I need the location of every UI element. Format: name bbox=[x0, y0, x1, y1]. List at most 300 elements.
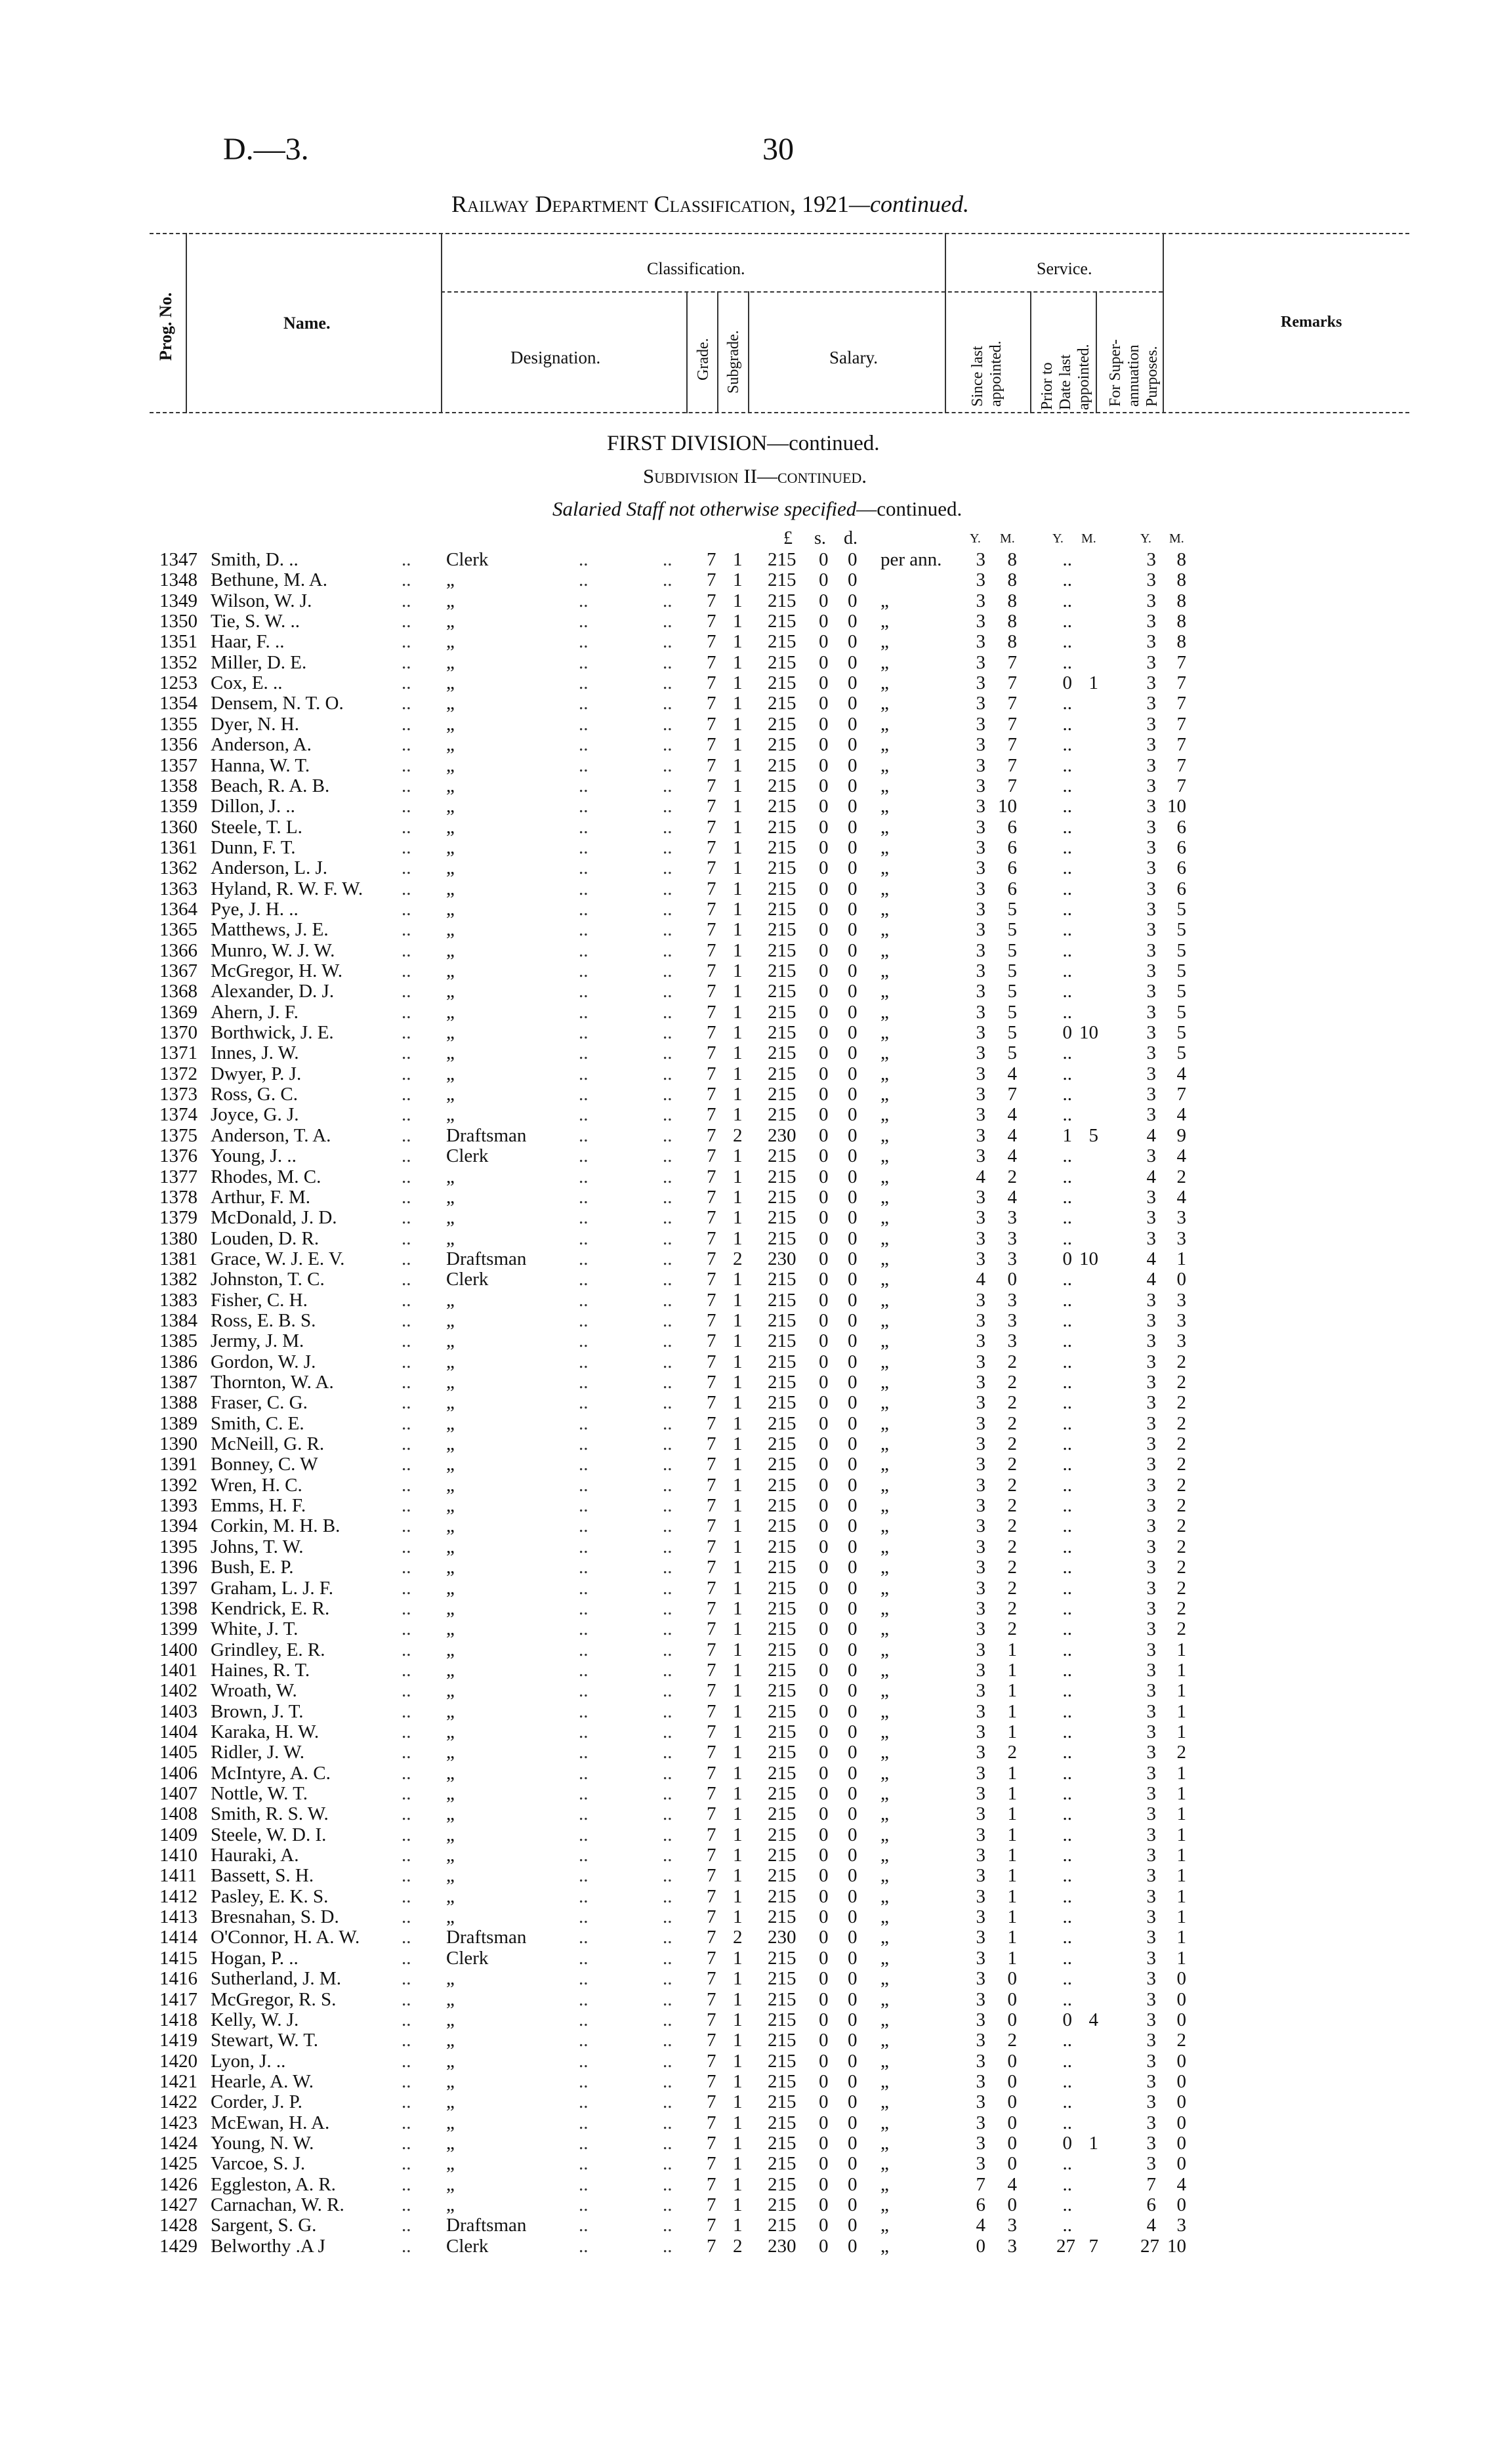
salary-shillings: 0 bbox=[819, 1700, 829, 1722]
super-years: 3 bbox=[1146, 1001, 1156, 1023]
salary-shillings: 0 bbox=[819, 1145, 829, 1167]
salary-period: „ bbox=[880, 1577, 889, 1599]
subgrade: 1 bbox=[733, 590, 743, 611]
leader-dots: .. bbox=[579, 1865, 589, 1887]
staff-name: O'Connor, H. A. W. bbox=[211, 1927, 360, 1948]
since-months: 0 bbox=[1007, 2050, 1017, 2072]
since-years: 3 bbox=[976, 898, 985, 920]
prog-no: 1379 bbox=[159, 1207, 197, 1229]
super-years: 3 bbox=[1146, 1885, 1156, 1907]
leader-dots: .. bbox=[402, 2091, 411, 2113]
since-years: 3 bbox=[976, 1022, 985, 1044]
salary-period: „ bbox=[880, 1042, 889, 1064]
super-years: 3 bbox=[1146, 1454, 1156, 1475]
salary-shillings: 0 bbox=[819, 1392, 829, 1414]
leader-dots: .. bbox=[579, 1742, 589, 1763]
salary-pence: 0 bbox=[848, 1289, 858, 1311]
subgrade: 1 bbox=[733, 734, 743, 756]
leader-dots: .. bbox=[579, 2235, 589, 2257]
prior-years: .. bbox=[1062, 569, 1072, 591]
super-months: 5 bbox=[1176, 1001, 1186, 1023]
salary-pounds: 215 bbox=[768, 1700, 797, 1722]
super-months: 1 bbox=[1176, 1248, 1186, 1269]
leader-dots: .. bbox=[402, 1618, 411, 1640]
leader-dots: .. bbox=[663, 1968, 673, 1990]
salary-period: „ bbox=[880, 1597, 889, 1619]
leader-dots: .. bbox=[402, 816, 411, 838]
subgrade: 1 bbox=[733, 1680, 743, 1702]
table-row bbox=[0, 735, 1511, 755]
salary-pounds: 230 bbox=[768, 1124, 797, 1146]
salary-pounds: 230 bbox=[768, 2235, 797, 2257]
salary-shillings: 0 bbox=[819, 1906, 829, 1928]
grade: 7 bbox=[707, 1084, 716, 1105]
leader-dots: .. bbox=[579, 816, 589, 838]
salary-shillings: 0 bbox=[819, 1947, 829, 1969]
subgrade: 1 bbox=[733, 836, 743, 858]
since-years: 3 bbox=[976, 836, 985, 858]
super-months: 3 bbox=[1176, 1289, 1186, 1311]
grade: 7 bbox=[707, 1947, 716, 1969]
leader-dots: .. bbox=[402, 1742, 411, 1763]
grade: 7 bbox=[707, 836, 716, 858]
designation: „ bbox=[446, 2153, 455, 2175]
staff-name: Anderson, L. J. bbox=[211, 857, 328, 879]
designation: „ bbox=[446, 1557, 455, 1578]
designation: „ bbox=[446, 693, 455, 714]
since-years: 3 bbox=[976, 1700, 985, 1722]
leader-dots: .. bbox=[579, 1906, 589, 1928]
table-row bbox=[0, 1064, 1511, 1084]
designation: „ bbox=[446, 590, 455, 611]
salary-shillings: 0 bbox=[819, 1084, 829, 1105]
since-years: 3 bbox=[976, 1084, 985, 1105]
table-row bbox=[0, 1990, 1511, 2010]
since-years: 3 bbox=[976, 1207, 985, 1229]
super-months: 4 bbox=[1176, 1104, 1186, 1126]
designation: „ bbox=[446, 631, 455, 653]
leader-dots: .. bbox=[402, 1392, 411, 1414]
salary-shillings: 0 bbox=[819, 2132, 829, 2154]
grade: 7 bbox=[707, 1309, 716, 1331]
salary-pounds: 215 bbox=[768, 2030, 797, 2051]
staff-name: McDonald, J. D. bbox=[211, 1207, 337, 1229]
salary-period: „ bbox=[880, 939, 889, 961]
salary-pence: 0 bbox=[848, 1248, 858, 1269]
designation: „ bbox=[446, 1351, 455, 1372]
staff-name: Rhodes, M. C. bbox=[211, 1166, 321, 1187]
super-months: 4 bbox=[1176, 1145, 1186, 1167]
table-row bbox=[0, 1599, 1511, 1619]
since-months: 1 bbox=[1007, 1865, 1017, 1887]
leader-dots: .. bbox=[402, 1372, 411, 1393]
since-months: 2 bbox=[1007, 1577, 1017, 1599]
grade: 7 bbox=[707, 919, 716, 941]
super-months: 6 bbox=[1176, 816, 1186, 838]
prog-no: 1417 bbox=[159, 1988, 197, 2010]
prog-no: 1362 bbox=[159, 857, 197, 879]
leader-dots: .. bbox=[663, 713, 673, 735]
prior-months: 5 bbox=[1088, 1124, 1098, 1146]
salary-period: „ bbox=[880, 1536, 889, 1557]
salary-period: „ bbox=[880, 2112, 889, 2133]
col-divider bbox=[686, 291, 688, 413]
grade: 7 bbox=[707, 1269, 716, 1290]
salary-pence: 0 bbox=[848, 836, 858, 858]
prog-no: 1393 bbox=[159, 1495, 197, 1517]
designation: „ bbox=[446, 1474, 455, 1496]
salary-shillings: 0 bbox=[819, 2050, 829, 2072]
salary-period: „ bbox=[880, 1351, 889, 1372]
subgrade: 1 bbox=[733, 919, 743, 941]
prog-no: 1380 bbox=[159, 1227, 197, 1249]
leader-dots: .. bbox=[579, 1207, 589, 1229]
since-years: 3 bbox=[976, 960, 985, 981]
salary-pence: 0 bbox=[848, 2194, 858, 2215]
prior-years: .. bbox=[1062, 775, 1072, 796]
super-years: 3 bbox=[1146, 1803, 1156, 1825]
table-row bbox=[0, 2154, 1511, 2174]
super-months: 3 bbox=[1176, 1330, 1186, 1352]
since-months: 1 bbox=[1007, 1700, 1017, 1722]
grade: 7 bbox=[707, 1515, 716, 1537]
since-months: 0 bbox=[1007, 2070, 1017, 2092]
since-years: 3 bbox=[976, 1474, 985, 1496]
super-years: 3 bbox=[1146, 1433, 1156, 1455]
leader-dots: .. bbox=[663, 2153, 673, 2175]
leader-dots: .. bbox=[579, 1412, 589, 1434]
since-months: 2 bbox=[1007, 1166, 1017, 1187]
super-years: 3 bbox=[1146, 1515, 1156, 1537]
salary-pence: 0 bbox=[848, 693, 858, 714]
staff-name: Kendrick, E. R. bbox=[211, 1597, 330, 1619]
salary-shillings: 0 bbox=[819, 2070, 829, 2092]
prog-no: 1368 bbox=[159, 981, 197, 1002]
grade: 7 bbox=[707, 1392, 716, 1414]
salary-pounds: 215 bbox=[768, 1659, 797, 1681]
since-months: 6 bbox=[1007, 857, 1017, 879]
salary-pounds: 215 bbox=[768, 611, 797, 632]
salary-shillings: 0 bbox=[819, 1022, 829, 1044]
staff-name: Lyon, J. .. bbox=[211, 2050, 286, 2072]
subgrade: 1 bbox=[733, 1042, 743, 1064]
prog-no: 1410 bbox=[159, 1845, 197, 1866]
subgrade: 1 bbox=[733, 1700, 743, 1722]
leader-dots: .. bbox=[402, 2009, 411, 2030]
super-years: 3 bbox=[1146, 651, 1156, 673]
since-years: 3 bbox=[976, 2112, 985, 2133]
super-years: 4 bbox=[1146, 1124, 1156, 1146]
subgrade: 1 bbox=[733, 1166, 743, 1187]
prior-years: 0 bbox=[1062, 672, 1072, 694]
prior-years: .. bbox=[1062, 1845, 1072, 1866]
staff-name: Bush, E. P. bbox=[211, 1557, 294, 1578]
grade: 7 bbox=[707, 611, 716, 632]
salary-pence: 0 bbox=[848, 1721, 858, 1742]
grade: 7 bbox=[707, 1906, 716, 1928]
prog-no: 1416 bbox=[159, 1968, 197, 1990]
subgrade: 1 bbox=[733, 1372, 743, 1393]
since-years: 3 bbox=[976, 1372, 985, 1393]
designation: „ bbox=[446, 2194, 455, 2215]
super-months: 2 bbox=[1176, 1495, 1186, 1517]
prog-no: 1367 bbox=[159, 960, 197, 981]
salary-pence: 0 bbox=[848, 1372, 858, 1393]
leader-dots: .. bbox=[663, 1309, 673, 1331]
salary-shillings: 0 bbox=[819, 1597, 829, 1619]
table-row bbox=[0, 1126, 1511, 1146]
grade: 7 bbox=[707, 1145, 716, 1167]
designation: „ bbox=[446, 1207, 455, 1229]
prior-years: .. bbox=[1062, 1906, 1072, 1928]
staff-name: Brown, J. T. bbox=[211, 1700, 304, 1722]
super-years: 3 bbox=[1146, 1947, 1156, 1969]
prog-no: 1411 bbox=[159, 1865, 197, 1887]
staff-name: Smith, C. E. bbox=[211, 1412, 304, 1434]
leader-dots: .. bbox=[579, 2070, 589, 2092]
header-name: Name. bbox=[283, 314, 331, 333]
leader-dots: .. bbox=[402, 2050, 411, 2072]
prior-years: .. bbox=[1062, 1412, 1072, 1434]
super-months: 5 bbox=[1176, 960, 1186, 981]
prior-years: 0 bbox=[1062, 1248, 1072, 1269]
super-years: 3 bbox=[1146, 939, 1156, 961]
leader-dots: .. bbox=[579, 631, 589, 653]
since-years: 3 bbox=[976, 2009, 985, 2030]
since-years: 3 bbox=[976, 631, 985, 653]
salary-period: „ bbox=[880, 611, 889, 632]
subgrade: 1 bbox=[733, 1783, 743, 1804]
prior-years: .. bbox=[1062, 1084, 1072, 1105]
salary-pence: 0 bbox=[848, 1227, 858, 1249]
leader-dots: .. bbox=[579, 1947, 589, 1969]
since-years: 3 bbox=[976, 1742, 985, 1763]
leader-dots: .. bbox=[663, 919, 673, 941]
leader-dots: .. bbox=[663, 898, 673, 920]
grade: 7 bbox=[707, 1865, 716, 1887]
subgrade: 1 bbox=[733, 2070, 743, 2092]
subgrade: 1 bbox=[733, 1906, 743, 1928]
salary-shillings: 0 bbox=[819, 1742, 829, 1763]
salary-shillings: 0 bbox=[819, 569, 829, 591]
subgrade: 1 bbox=[733, 1536, 743, 1557]
designation: „ bbox=[446, 1865, 455, 1887]
since-months: 1 bbox=[1007, 1680, 1017, 1702]
grade: 7 bbox=[707, 1885, 716, 1907]
salary-pounds: 215 bbox=[768, 1330, 797, 1352]
salary-pounds: 215 bbox=[768, 919, 797, 941]
super-years: 3 bbox=[1146, 1145, 1156, 1167]
subgrade: 1 bbox=[733, 754, 743, 776]
since-months: 3 bbox=[1007, 2235, 1017, 2257]
salary-shillings: 0 bbox=[819, 1803, 829, 1825]
subgrade: 1 bbox=[733, 2215, 743, 2236]
table-row bbox=[0, 611, 1511, 632]
super-years: 3 bbox=[1146, 1022, 1156, 1044]
leader-dots: .. bbox=[402, 2194, 411, 2215]
salary-period: „ bbox=[880, 2215, 889, 2236]
subgrade: 2 bbox=[733, 1248, 743, 1269]
leader-dots: .. bbox=[579, 1433, 589, 1455]
salary-period: „ bbox=[880, 2132, 889, 2154]
grade: 7 bbox=[707, 1351, 716, 1372]
salary-pence: 0 bbox=[848, 2050, 858, 2072]
prior-years: .. bbox=[1062, 2112, 1072, 2133]
salary-period: „ bbox=[880, 1659, 889, 1681]
salary-pounds: 215 bbox=[768, 1742, 797, 1763]
prog-no: 1374 bbox=[159, 1104, 197, 1126]
designation: „ bbox=[446, 1803, 455, 1825]
leader-dots: .. bbox=[402, 1166, 411, 1187]
since-months: 5 bbox=[1007, 1042, 1017, 1064]
table-row bbox=[0, 1105, 1511, 1125]
salary-pence: 0 bbox=[848, 1557, 858, 1578]
header-service: Service. bbox=[1037, 259, 1092, 278]
staff-name: Smith, R. S. W. bbox=[211, 1803, 329, 1825]
salary-pounds: 215 bbox=[768, 2050, 797, 2072]
since-months: 1 bbox=[1007, 1845, 1017, 1866]
subgrade: 1 bbox=[733, 2030, 743, 2051]
prog-no: 1365 bbox=[159, 919, 197, 941]
grade: 7 bbox=[707, 1454, 716, 1475]
leader-dots: .. bbox=[663, 2009, 673, 2030]
prog-no: 1376 bbox=[159, 1145, 197, 1167]
super-months: 4 bbox=[1176, 1063, 1186, 1084]
leader-dots: .. bbox=[579, 2173, 589, 2195]
salary-period: „ bbox=[880, 672, 889, 694]
table-row bbox=[0, 2236, 1511, 2257]
salary-pence: 0 bbox=[848, 2132, 858, 2154]
table-row bbox=[0, 2072, 1511, 2092]
prior-years: 0 bbox=[1062, 1022, 1072, 1044]
prior-years: .. bbox=[1062, 734, 1072, 756]
since-months: 1 bbox=[1007, 1803, 1017, 1825]
salary-pence: 0 bbox=[848, 1680, 858, 1702]
salary-pence: 0 bbox=[848, 1639, 858, 1660]
salary-shillings: 0 bbox=[819, 1680, 829, 1702]
grade: 7 bbox=[707, 693, 716, 714]
super-years: 3 bbox=[1146, 1659, 1156, 1681]
staff-name: Bresnahan, S. D. bbox=[211, 1906, 339, 1928]
prior-years: 0 bbox=[1062, 2132, 1072, 2154]
salary-pence: 0 bbox=[848, 1742, 858, 1763]
table-row bbox=[0, 714, 1511, 735]
leader-dots: .. bbox=[663, 1001, 673, 1023]
staff-name: Haines, R. T. bbox=[211, 1659, 310, 1681]
staff-name: Wilson, W. J. bbox=[211, 590, 312, 611]
staff-name: Hanna, W. T. bbox=[211, 754, 310, 776]
leader-dots: .. bbox=[579, 1536, 589, 1557]
prior-years: .. bbox=[1062, 1557, 1072, 1578]
leader-dots: .. bbox=[402, 2173, 411, 2195]
subgrade: 1 bbox=[733, 1063, 743, 1084]
salary-shillings: 0 bbox=[819, 734, 829, 756]
grade: 7 bbox=[707, 2173, 716, 2195]
super-months: 3 bbox=[1176, 1227, 1186, 1249]
leader-dots: .. bbox=[663, 857, 673, 879]
super-months: 1 bbox=[1176, 1803, 1186, 1825]
grade: 7 bbox=[707, 1495, 716, 1517]
leader-dots: .. bbox=[663, 1495, 673, 1517]
super-years: 3 bbox=[1146, 590, 1156, 611]
table-row bbox=[0, 2010, 1511, 2030]
prog-no: 1348 bbox=[159, 569, 197, 591]
leader-dots: .. bbox=[402, 1063, 411, 1084]
salary-pounds: 215 bbox=[768, 1104, 797, 1126]
designation: „ bbox=[446, 1104, 455, 1126]
salary-period: „ bbox=[880, 919, 889, 941]
super-years: 3 bbox=[1146, 1597, 1156, 1619]
prior-years: .. bbox=[1062, 1392, 1072, 1414]
subgrade: 1 bbox=[733, 713, 743, 735]
grade: 7 bbox=[707, 2194, 716, 2215]
salary-pence: 0 bbox=[848, 1207, 858, 1229]
salary-pence: 0 bbox=[848, 1145, 858, 1167]
designation: „ bbox=[446, 1063, 455, 1084]
prog-no: 1388 bbox=[159, 1392, 197, 1414]
leader-dots: .. bbox=[663, 1166, 673, 1187]
leader-dots: .. bbox=[579, 1659, 589, 1681]
designation: Clerk bbox=[446, 1145, 489, 1167]
salary-pence: 0 bbox=[848, 2030, 858, 2051]
designation: „ bbox=[446, 2009, 455, 2030]
leader-dots: .. bbox=[402, 1803, 411, 1825]
grade: 7 bbox=[707, 1968, 716, 1990]
staff-name: Dwyer, P. J. bbox=[211, 1063, 302, 1084]
prior-years: .. bbox=[1062, 1289, 1072, 1311]
since-months: 8 bbox=[1007, 611, 1017, 632]
since-years: 6 bbox=[976, 2194, 985, 2215]
leader-dots: .. bbox=[663, 1618, 673, 1640]
salary-pounds: 215 bbox=[768, 981, 797, 1002]
subgrade: 1 bbox=[733, 1824, 743, 1845]
salary-pounds: 230 bbox=[768, 1927, 797, 1948]
super-years: 3 bbox=[1146, 713, 1156, 735]
leader-dots: .. bbox=[579, 960, 589, 981]
grade: 7 bbox=[707, 775, 716, 796]
leader-dots: .. bbox=[402, 2215, 411, 2236]
table-row bbox=[0, 2133, 1511, 2154]
table-row bbox=[0, 591, 1511, 611]
salary-shillings: 0 bbox=[819, 1988, 829, 2010]
since-months: 1 bbox=[1007, 1783, 1017, 1804]
super-months: 6 bbox=[1176, 878, 1186, 899]
salary-shillings: 0 bbox=[819, 1762, 829, 1784]
salary-pence: 0 bbox=[848, 1084, 858, 1105]
grade: 7 bbox=[707, 960, 716, 981]
since-months: 3 bbox=[1007, 1207, 1017, 1229]
salary-period: „ bbox=[880, 1412, 889, 1434]
subgrade: 1 bbox=[733, 2153, 743, 2175]
salary-period: „ bbox=[880, 1001, 889, 1023]
leader-dots: .. bbox=[579, 1845, 589, 1866]
prog-no: 1401 bbox=[159, 1659, 197, 1681]
salary-shillings: 0 bbox=[819, 939, 829, 961]
since-years: 3 bbox=[976, 754, 985, 776]
prior-years: .. bbox=[1062, 1063, 1072, 1084]
super-months: 7 bbox=[1176, 1084, 1186, 1105]
prior-years: .. bbox=[1062, 2070, 1072, 2092]
staff-name: Hauraki, A. bbox=[211, 1845, 299, 1866]
grade: 7 bbox=[707, 1536, 716, 1557]
salary-pence: 0 bbox=[848, 1947, 858, 1969]
subgrade: 1 bbox=[733, 2091, 743, 2113]
table-row bbox=[0, 1907, 1511, 1927]
leader-dots: .. bbox=[579, 1783, 589, 1804]
since-years: 3 bbox=[976, 1845, 985, 1866]
prog-no: 1403 bbox=[159, 1700, 197, 1722]
grade: 7 bbox=[707, 1721, 716, 1742]
